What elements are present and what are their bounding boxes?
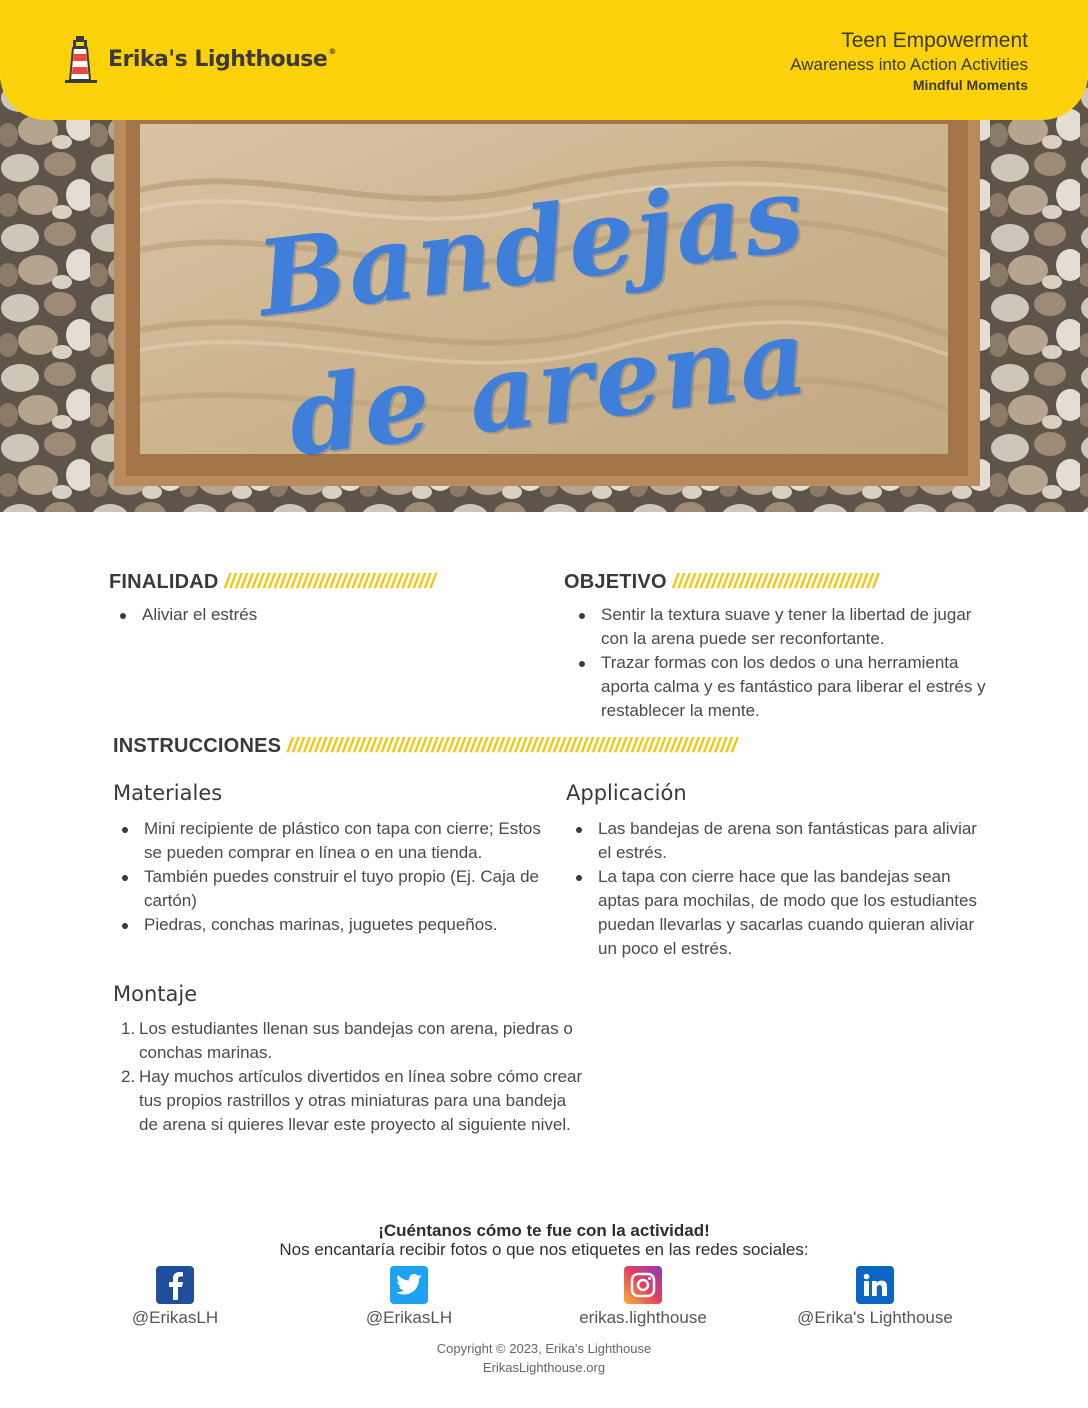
header-titles — [790, 28, 1028, 94]
heading-divider: ////////////////////////////////////// — [224, 571, 436, 593]
objetivo-list — [571, 603, 991, 723]
copyright-text: Copyright © 2023, Erika's Lighthouse — [436, 1341, 652, 1356]
list-item — [113, 1017, 583, 1065]
instagram-icon[interactable] — [624, 1266, 662, 1304]
twitter-icon[interactable] — [390, 1266, 428, 1304]
finalidad-list — [112, 603, 512, 627]
step-text: Hay muchos artículos divertidos en línea sobre cómo crear tus propios rastrillos y otras miniaturas para una bandeja de arena si quieres llevar este proyecto al siguiente nivel. — [139, 1067, 583, 1134]
series-title: Mindful Moments — [912, 77, 1028, 93]
finalidad-heading — [109, 571, 436, 594]
list-item: También puedes construir el tuyo propio (Ej. Caja de cartón) — [114, 865, 544, 913]
list-item: Las bandejas de arena son fantásticas para aliviar el estrés. — [568, 817, 988, 865]
materiales-heading: Materiales — [113, 781, 223, 805]
list-item: Piedras, conchas marinas, juguetes pequeños. — [114, 913, 544, 937]
objetivo-heading — [564, 571, 878, 594]
facebook-icon[interactable] — [156, 1266, 194, 1304]
objetivo-label: OBJETIVO — [564, 571, 667, 593]
hero-image — [0, 80, 1088, 512]
social-instagram[interactable] — [543, 1266, 743, 1328]
page-header — [0, 0, 1088, 120]
program-subtitle: Awareness into Action Activities — [790, 55, 1028, 74]
brand-logo[interactable] — [62, 34, 336, 84]
trademark-mark: ® — [328, 46, 336, 56]
montaje-heading: Montaje — [113, 982, 198, 1006]
materiales-list — [114, 817, 544, 937]
step-number: 2. — [121, 1067, 136, 1086]
list-item: Aliviar el estrés — [112, 603, 512, 627]
copyright-block — [0, 1339, 1088, 1377]
social-twitter[interactable] — [309, 1266, 509, 1328]
hero-title: Bandejas de arena — [251, 151, 816, 480]
linkedin-icon[interactable] — [856, 1266, 894, 1304]
montaje-list — [113, 1017, 583, 1137]
social-handle: @ErikasLH — [131, 1308, 219, 1327]
brand-name: Erika's Lighthouse — [108, 46, 328, 72]
cta-heading: ¡Cuéntanos cómo te fue con la actividad! — [378, 1221, 710, 1240]
instrucciones-heading — [113, 735, 737, 758]
heading-divider: ///////////////////////////////////// — [672, 571, 879, 593]
website-link[interactable]: ErikasLighthouse.org — [482, 1360, 606, 1375]
social-handle: @Erika's Lighthouse — [797, 1308, 953, 1327]
step-text: Los estudiantes llenan sus bandejas con arena, piedras o conchas marinas. — [139, 1019, 573, 1062]
list-item: Sentir la textura suave y tener la libertad de jugar con la arena puede ser reconfortante. — [571, 603, 991, 651]
aplicacion-heading: Applicación — [566, 781, 687, 805]
social-linkedin[interactable] — [775, 1266, 975, 1328]
lighthouse-icon — [62, 34, 100, 84]
finalidad-label: FINALIDAD — [109, 571, 219, 593]
social-facebook[interactable] — [75, 1266, 275, 1328]
cta-text: Nos encantaría recibir fotos o que nos etiquetes en las redes sociales: — [279, 1240, 809, 1259]
instrucciones-label: INSTRUCCIONES — [113, 735, 282, 757]
aplicacion-list — [568, 817, 988, 961]
list-item — [113, 1065, 583, 1137]
program-title: Teen Empowerment — [841, 29, 1028, 52]
social-handle: @ErikasLH — [365, 1308, 453, 1327]
list-item: Trazar formas con los dedos o una herramienta aporta calma y es fantástico para liberar el estrés y restablecer la mente. — [571, 651, 991, 723]
list-item: La tapa con cierre hace que las bandejas sean aptas para mochilas, de modo que los estudiantes puedan llevarlas y sacarlas cuando quieran aliviar un poco el estrés. — [568, 865, 988, 961]
step-number: 1. — [121, 1019, 136, 1038]
heading-divider: ///////////////////////////////////////////////////////////////////////////////// — [286, 735, 738, 757]
social-handle: erikas.lighthouse — [579, 1308, 707, 1327]
list-item: Mini recipiente de plástico con tapa con cierre; Estos se pueden comprar en línea o en una tienda. — [114, 817, 544, 865]
